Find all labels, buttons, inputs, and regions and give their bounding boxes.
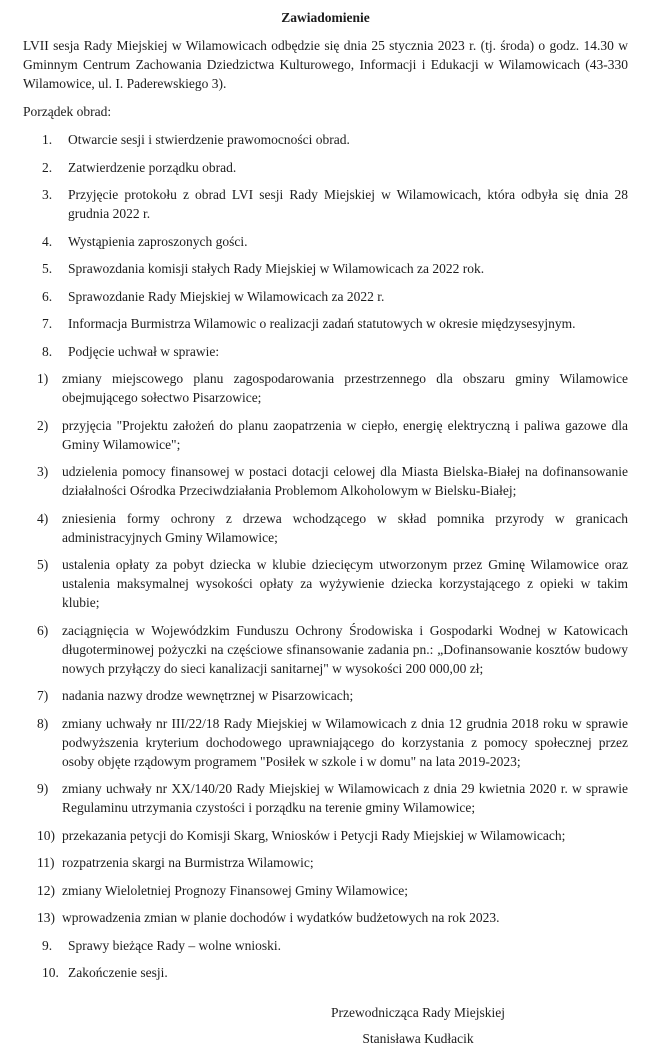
subitem-marker: 6) [37,622,49,638]
item-text: Przyjęcie protokołu z obrad LVI sesji Rady Miejskiej w Wilamowicach, która odbyła się dnia 28 grudnia 2022 r. [68,187,628,221]
agenda-subitem [37,779,628,817]
item-marker: 8. [42,343,53,359]
subitem-text: wprowadzenia zmian w planie dochodów i wydatków budżetowych na rok 2023. [62,910,500,925]
agenda-subitem [37,881,628,900]
signature-role: Przewodnicząca Rady Miejskiej [331,1005,505,1020]
item-marker: 1. [42,132,53,147]
subitem-marker: 7) [37,688,49,703]
item-marker: 9. [42,937,53,953]
agenda-subitem [37,686,628,705]
item-marker: 2. [42,159,53,175]
intro-paragraph: LVII sesja Rady Miejskiej w Wilamowicach odbędzie się dnia 25 stycznia 2023 r. (tj. środa) o godz. 14.30 w Gminnym Centrum Zachowania Dziedzictwa Kulturowego, Informacji i Edukacji w Wilamowicach (43-330 Wilamowice, ul. I. Paderewskiego 3). [23,38,628,91]
item-text: Wystąpienia zaproszonych gości. [68,233,248,249]
item-text: Sprawy bieżące Rady – wolne wnioski. [68,937,281,953]
item-marker: 4. [42,233,53,249]
agenda-item [42,287,628,306]
subitem-text: nadania nazwy drodze wewnętrznej w Pisarzowicach; [62,688,354,703]
subitem-marker: 3) [37,464,49,479]
item-text: Podjęcie uchwał w sprawie: [68,343,220,359]
agenda-item [42,259,628,278]
agenda-subitem [37,621,628,678]
agenda-item [42,936,628,955]
subitem-marker: 10) [37,827,55,843]
item-marker: 10. [42,965,59,980]
signature-name: Stanisława Kudłacik [362,1031,474,1046]
agenda-item [42,185,628,223]
subitem-text: zniesienia formy ochrony z drzewa wchodzącego w skład pomnika przyrody w granicach administracyjnych Gminy Wilamowice; [62,510,628,545]
agenda-subitem [37,416,628,454]
item-text: Otwarcie sesji i stwierdzenie prawomocności obrad. [68,132,350,147]
subitem-text: zmiany Wieloletniej Prognozy Finansowej Gminy Wilamowice; [62,882,408,898]
subitem-marker: 1) [37,371,49,386]
item-text: Sprawozdanie Rady Miejskiej w Wilamowicach za 2022 r. [68,288,385,304]
item-marker: 7. [42,316,53,331]
agenda-subitem [37,908,628,927]
agenda-heading: Porządek obrad: [23,104,112,119]
subitem-marker: 12) [37,882,55,898]
agenda-subitem [37,853,628,872]
subitem-marker: 4) [37,510,49,526]
subitem-marker: 2) [37,417,49,433]
agenda-item [42,130,628,149]
agenda-item [42,963,628,982]
subitem-marker: 8) [37,715,49,731]
agenda-item [42,232,628,251]
subitem-text: przekazania petycji do Komisji Skarg, Wniosków i Petycji Rady Miejskiej w Wilamowicach; [62,827,566,843]
item-marker: 6. [42,288,53,304]
subitem-text: ustalenia opłaty za pobyt dziecka w klubie dziecięcym utworzonym przez Gminę Wilamowice oraz ustalenia maksymalnej wysokości opłaty za wyżywienie dziecka korzystającego z opieki w takim klubie; [62,557,628,610]
item-text: Informacja Burmistrza Wilamowic o realizacji zadań statutowych w okresie międzysesyjnym. [68,316,576,331]
agenda-item [42,158,628,177]
subitem-text: udzielenia pomocy finansowej w postaci dotacji celowej dla Miasta Bielska-Białej na dofinansowanie działalności Ośrodka Przeciwdziałania Problemom Alkoholowym w Bielsku-Białej; [62,464,628,498]
agenda-item [42,314,628,333]
agenda-subitem [37,462,628,500]
item-text: Zakończenie sesji. [68,965,168,980]
subitem-marker: 9) [37,781,49,796]
item-text: Sprawozdania komisji stałych Rady Miejskiej w Wilamowicach za 2022 rok. [68,261,485,276]
subitem-marker: 11) [37,855,55,870]
agenda-item [42,342,628,361]
agenda-subitem [37,509,628,547]
signature-block [293,1000,543,1052]
subitem-text: zmiany miejscowego planu zagospodarowania przestrzennego dla obszaru gminy Wilamowice obejmującego sołectwo Pisarzowice; [62,371,628,405]
subitem-text: zmiany uchwały nr III/22/18 Rady Miejskiej w Wilamowicach z dnia 12 grudnia 2018 roku w sprawie podwyższenia kryterium dochodowego uprawniającego do korzystania z pomocy społecznej przez osoby objęte rządowym programem "Posiłek w szkole i w domu" na lata 2019-2023; [62,715,628,769]
subitem-text: przyjęcia "Projektu założeń do planu zaopatrzenia w ciepło, energię elektryczną i paliwa gazowe dla Gminy Wilamowice"; [62,417,628,452]
subitem-text: zmiany uchwały nr XX/140/20 Rady Miejskiej w Wilamowicach z dnia 29 kwietnia 2020 r. w sprawie Regulaminu utrzymania czystości i porządku na terenie gminy Wilamowice; [62,781,628,815]
item-marker: 3. [42,187,53,202]
item-marker: 5. [42,261,53,276]
subitem-marker: 13) [37,910,55,925]
agenda-subitem [37,826,628,845]
subitem-text: rozpatrzenia skargi na Burmistrza Wilamowic; [62,855,314,870]
subitem-marker: 5) [37,557,49,572]
document-title: Zawiadomienie [281,10,370,25]
agenda-subitem [37,714,628,771]
agenda-subitem [37,555,628,612]
subitem-text: zaciągnięcia w Wojewódzkim Funduszu Ochrony Środowiska i Gospodarki Wodnej w Katowicach długoterminowej pożyczki na częściowe sfinansowanie zadania pn.: „Dofinansowanie kosztów budowy nowych przyłączy do sieci kanalizacji sanitarnej" w wysokości 200 000,00 zł; [62,622,628,676]
agenda-subitem [37,369,628,407]
item-text: Zatwierdzenie porządku obrad. [68,159,237,175]
